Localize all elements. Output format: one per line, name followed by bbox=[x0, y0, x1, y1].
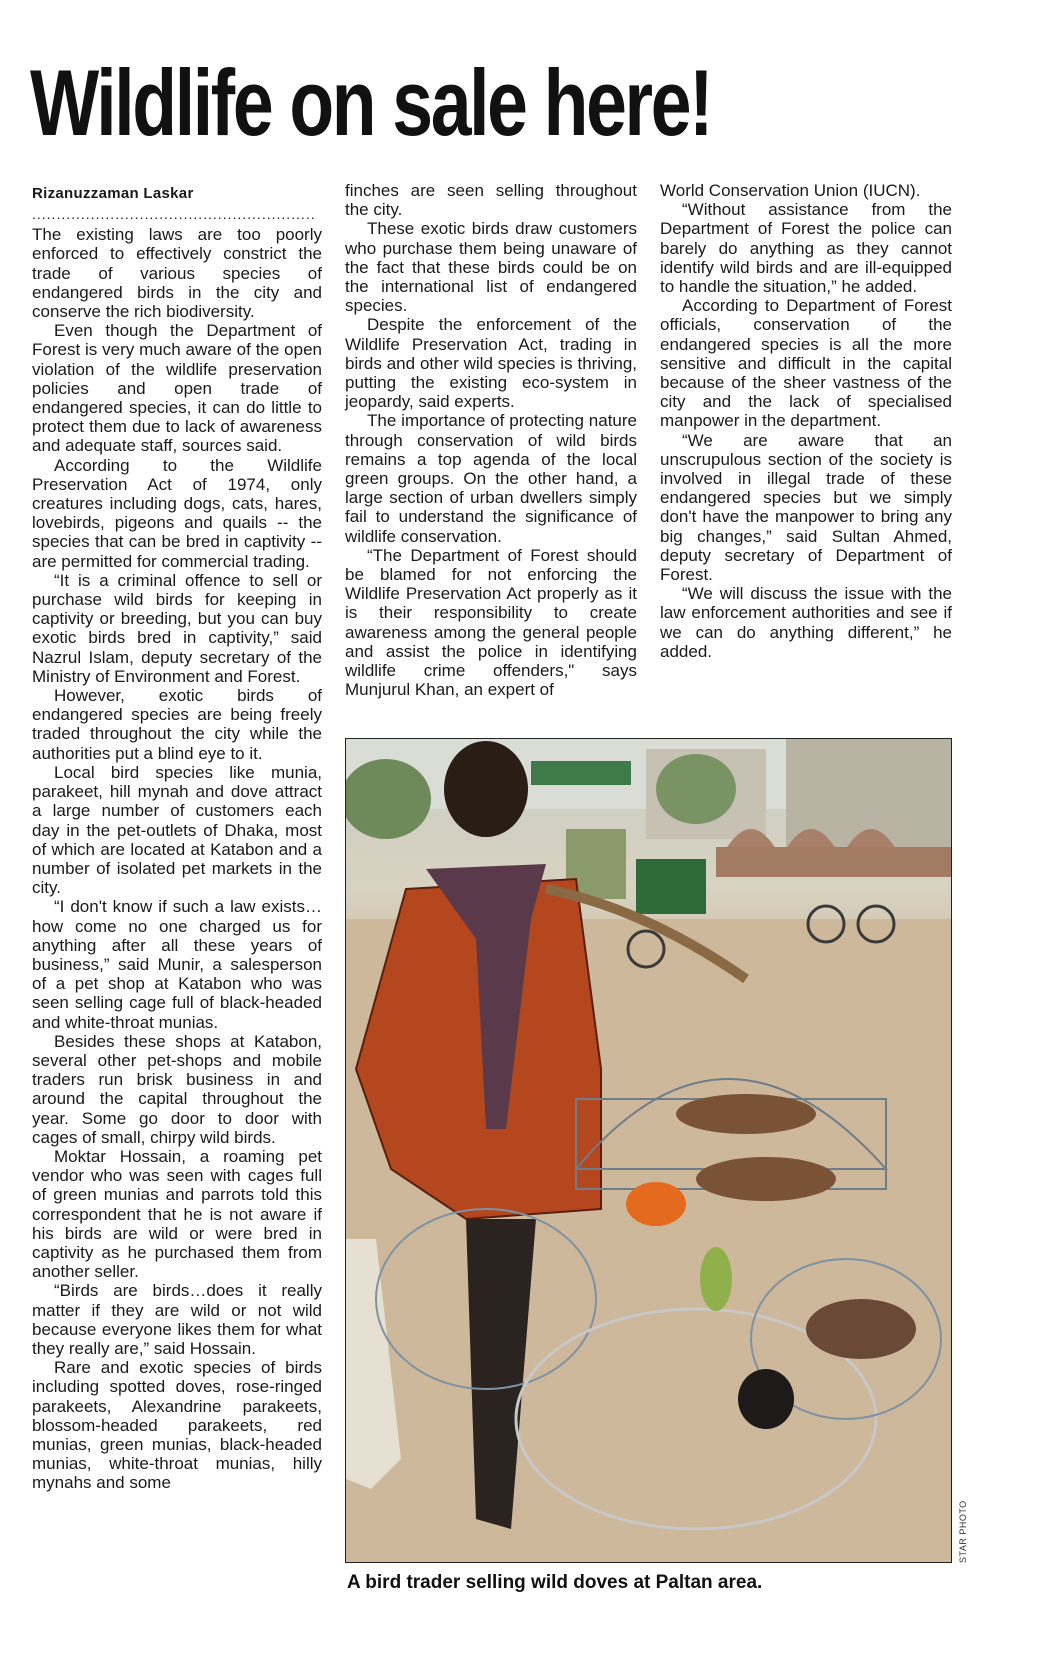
paragraph: Despite the enforcement of the Wildlife Preservation Act, trading in birds and other wild species is thriving, putting the existing eco-system in jeopardy, said experts. bbox=[345, 315, 637, 412]
paragraph: “Without assistance from the Department of Forest the police can barely do anything as they cannot identify wild birds and are ill-equipped to handle the situation,” he added. bbox=[660, 200, 952, 297]
article-column-2 bbox=[345, 181, 637, 699]
paragraph: Local bird species like munia, parakeet, hill mynah and dove attract a large number of customers each day in the pet-outlets of Dhaka, most of which are located at Katabon and a number of isolated pet markets in the city. bbox=[32, 762, 322, 898]
paragraph: “I don't know if such a law exists…how come no one charged us for anything after all these years of business,” said Munir, a salesperson of a pet shop at Katabon who was seen selling cage full of black-headed and white-throat munias. bbox=[32, 897, 322, 1032]
paragraph: Besides these shops at Katabon, several other pet-shops and mobile traders run brisk business in and around the capital throughout the year. Some go door to door with cages of small, chirpy wild birds. bbox=[32, 1031, 322, 1147]
paragraph: Moktar Hossain, a roaming pet vendor who was seen with cages full of green munias and parrots told this correspondent that he is not aware if his birds are wild or were bred in captivity as he purchased them from another seller. bbox=[32, 1146, 322, 1282]
article-column-3 bbox=[660, 181, 952, 661]
paragraph: Rare and exotic species of birds including spotted doves, rose-ringed parakeets, Alexandrine parakeets, blossom-headed parakeets, red munias, green munias, black-headed munias, white-throat munias, hilly mynahs and some bbox=[32, 1358, 322, 1493]
paragraph: These exotic birds draw customers who purchase them being unaware of the fact that these birds could be on the international list of endangered species. bbox=[345, 219, 637, 316]
paragraph: “The Department of Forest should be blamed for not enforcing the Wildlife Preservation Act properly as it is their responsibility to create awareness among the general people and assist the police in identifying wildlife crime offenders," says Munjurul Khan, an expert of bbox=[345, 545, 637, 700]
paragraph: “We are aware that an unscrupulous section of the society is involved in illegal trade of these endangered species but we simply don't have the manpower to bring any big changes,” said Sultan Ahmed, deputy secretary of Department of Forest. bbox=[660, 430, 952, 585]
paragraph: The importance of protecting nature through conservation of wild birds remains a top agenda of the local green groups. On the other hand, a large section of urban dwellers simply fail to understand the significance of wildlife conservation. bbox=[345, 411, 637, 546]
paragraph: According to Department of Forest officials, conservation of the endangered species is all the more sensitive and difficult in the capital because of the sheer vastness of the city and the lack of specialised manpower in the department. bbox=[660, 296, 952, 431]
article-column-1 bbox=[32, 181, 322, 1493]
paragraph: However, exotic birds of endangered species are being freely traded throughout the city while the authorities put a blind eye to it. bbox=[32, 686, 322, 763]
headline: Wildlife on sale here! bbox=[30, 50, 712, 155]
byline: Rizanuzzaman Laskar bbox=[32, 185, 194, 202]
paragraph: “We will discuss the issue with the law enforcement authorities and see if we can do anything different,” he added. bbox=[660, 584, 952, 661]
photo-caption: A bird trader selling wild doves at Paltan area. bbox=[347, 1572, 763, 1593]
paragraph: finches are seen selling throughout the city. bbox=[345, 181, 637, 220]
byline-rule: .......................................................... bbox=[32, 206, 316, 223]
photo-credit: STAR PHOTO bbox=[958, 1500, 968, 1563]
paragraph: “Birds are birds…does it really matter if they are wild or not wild because everyone likes them for what they really are,” said Hossain. bbox=[32, 1281, 322, 1358]
paragraph: World Conservation Union (IUCN). bbox=[660, 181, 921, 200]
paragraph: The existing laws are too poorly enforced to effectively constrict the trade of various species of endangered birds in the city and conserve the rich biodiversity. bbox=[32, 225, 322, 322]
paragraph: According to the Wildlife Preservation Act of 1974, only creatures including dogs, cats, hares, lovebirds, pigeons and quails -- the species that can be bred in captivity -- are permitted for commercial trading. bbox=[32, 455, 322, 571]
paragraph: Even though the Department of Forest is very much aware of the open violation of the wildlife preservation policies and open trade of endangered species, it can do little to protect them due to lack of awareness and adequate staff, sources said. bbox=[32, 321, 322, 456]
paragraph: “It is a criminal offence to sell or purchase wild birds for keeping in captivity or breeding, but you can buy exotic birds bred in captivity,” said Nazrul Islam, deputy secretary of the Ministry of Environment and Forest. bbox=[32, 570, 322, 686]
news-photo bbox=[345, 738, 952, 1563]
